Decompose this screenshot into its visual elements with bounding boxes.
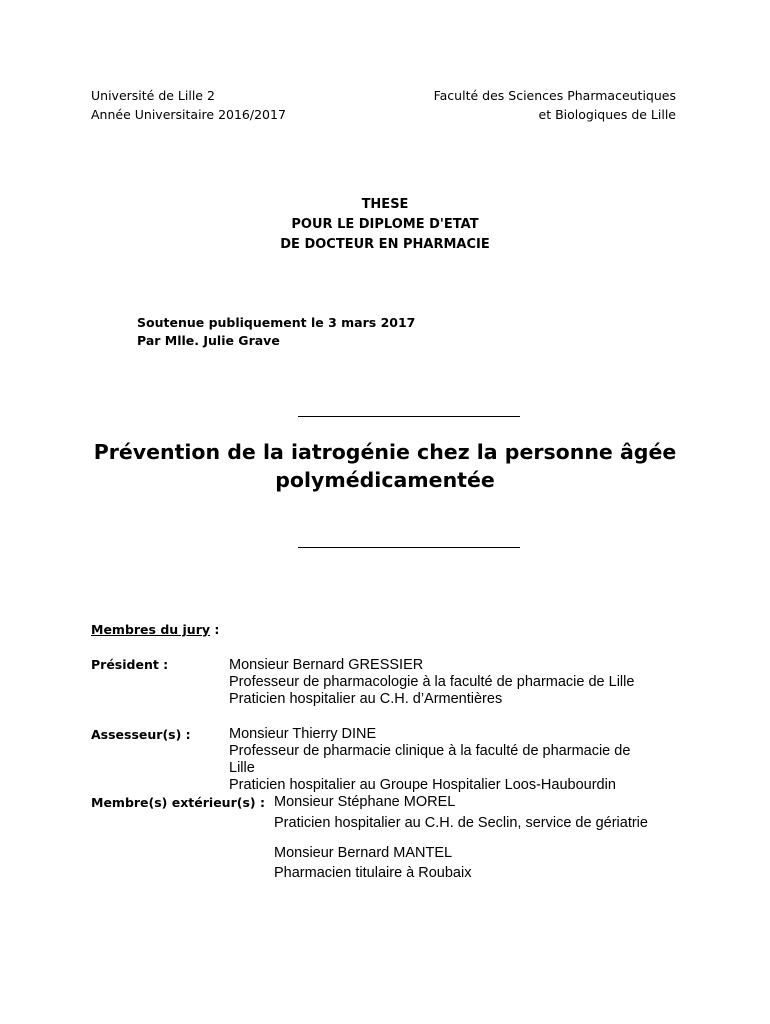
soutenance-block — [137, 314, 415, 350]
president-title: Professeur de pharmacologie à la faculté de pharmacie de Lille — [229, 674, 635, 690]
faculty-name-line1: Faculté des Sciences Pharmaceutiques — [433, 88, 676, 103]
president-name: Monsieur Bernard GRESSIER — [229, 657, 424, 673]
jury-heading — [91, 621, 219, 639]
jury-heading-colon: : — [210, 622, 220, 637]
these-line-2: POUR LE DIPLOME D'ETAT — [291, 217, 479, 232]
exterieur-member-1 — [274, 794, 648, 832]
assesseur-details — [229, 726, 630, 794]
thesis-title — [0, 438, 770, 494]
thesis-title-line1: Prévention de la iatrogénie chez la personne âgée — [93, 440, 677, 464]
faculty-name-line2: et Biologiques de Lille — [538, 107, 676, 122]
these-line-3: DE DOCTEUR EN PHARMACIE — [280, 237, 490, 252]
these-line-1: THESE — [361, 197, 409, 212]
title-rule-top — [298, 416, 520, 417]
author-name: Par Mlle. Julie Grave — [137, 333, 280, 348]
assesseur-affiliation: Praticien hospitalier au Groupe Hospitalier Loos-Haubourdin — [229, 777, 616, 793]
title-rule-bottom — [298, 547, 520, 548]
exterieur-role: Membre(s) extérieur(s) : — [91, 795, 265, 810]
these-heading — [0, 195, 770, 255]
university-name: Université de Lille 2 — [91, 88, 215, 103]
exterieur-member-1-name: Monsieur Stéphane MOREL — [274, 794, 456, 810]
exterieur-member-2-affiliation: Pharmacien titulaire à Roubaix — [274, 865, 472, 881]
president-affiliation: Praticien hospitalier au C.H. d’Armentières — [229, 691, 503, 707]
assesseur-name: Monsieur Thierry DINE — [229, 726, 377, 742]
defense-date: Soutenue publiquement le 3 mars 2017 — [137, 315, 416, 330]
academic-year: Année Universitaire 2016/2017 — [91, 107, 286, 122]
assesseur-role: Assesseur(s) : — [91, 727, 191, 742]
jury-heading-label: Membres du jury — [91, 622, 211, 637]
thesis-title-line2: polymédicamentée — [275, 468, 495, 492]
assesseur-title: Professeur de pharmacie clinique à la faculté de pharmacie de — [229, 743, 631, 759]
president-details — [229, 657, 634, 708]
exterieur-member-2-name: Monsieur Bernard MANTEL — [274, 845, 453, 861]
exterieur-member-2 — [274, 845, 471, 882]
faculty-block — [434, 86, 676, 124]
university-block — [91, 86, 286, 124]
president-role: Président : — [91, 657, 169, 672]
exterieur-member-1-affiliation: Praticien hospitalier au C.H. de Seclin, service de gériatrie — [274, 815, 648, 831]
assesseur-title-cont: Lille — [229, 760, 255, 776]
